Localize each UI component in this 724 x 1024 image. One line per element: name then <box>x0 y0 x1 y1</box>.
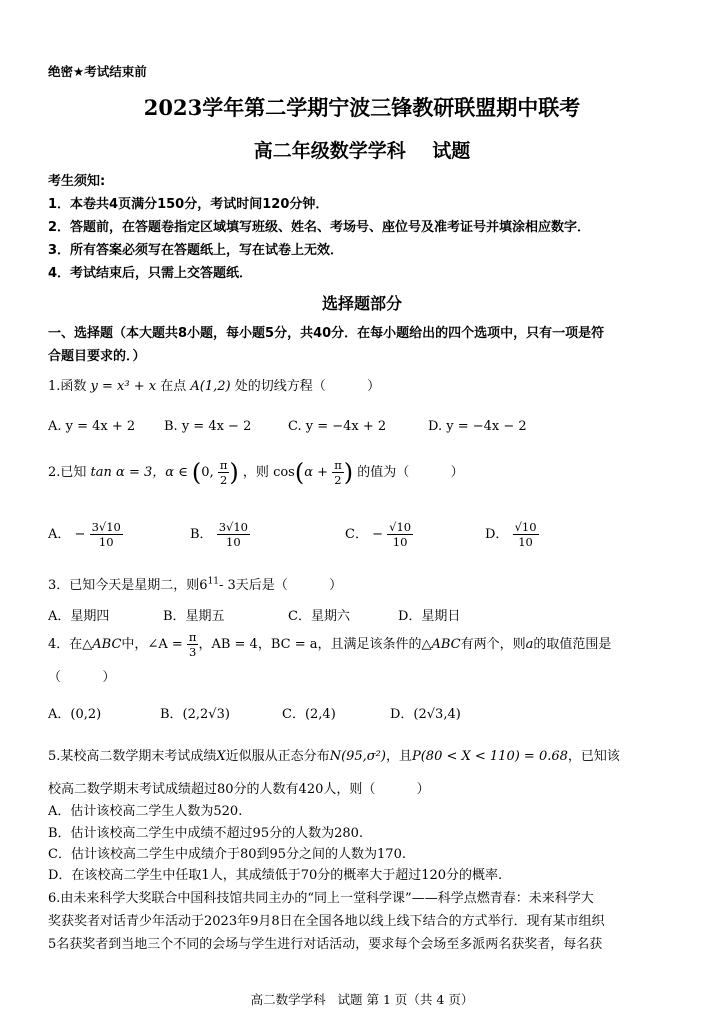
question-3-option-a: A．星期四 <box>48 609 110 624</box>
question-1-option-c: C. y = −4x + 2 <box>288 419 387 434</box>
page-footer: 高二数学学科 试题 第 1 页（共 4 页） <box>250 992 474 1007</box>
section-intro-line1: 一、选择题（本大题共8小题，每小题5分，共40分．在每小题给出的四个选项中，只有一项是符 <box>48 326 605 341</box>
question-4-option-b: B．(2,2√3) <box>160 707 230 722</box>
question-2-option-d: D． $\frac{√10}{10}$ <box>485 520 537 549</box>
question-3-option-b: B．星期五 <box>163 609 225 624</box>
question-5-option-c: C．估计该校高二学生中成绩介于80到95分之间的人数为170. <box>48 847 406 862</box>
question-4-stem: 4．在△ABC中，∠A = $\frac{\pi}{3}$ ，AB = 4，BC = a，且满足该条件的△ABC有两个，则a的取值范围是 <box>48 630 612 659</box>
pi-over-three-fraction: $\frac{\pi}{3}$ <box>188 630 197 659</box>
note-item: 4．考试结束后，只需上交答题纸． <box>48 266 253 281</box>
pi-over-two-fraction: $\frac{\pi}{2}$ <box>219 458 228 487</box>
exam-subtitle: 高二年级数学学科 试题 <box>253 140 471 162</box>
question-2-stem: 2.已知 tan α = 3，α ∈ (0, $\frac{\pi}{2}$ ) ，则 cos(α + $\frac{\pi}{2}$ ) 的值为（ ） <box>48 458 464 487</box>
note-item: 1．本卷共4页满分150分，考试时间120分钟． <box>48 197 329 212</box>
question-2-option-c: C． − $\frac{√10}{10}$ <box>345 520 412 549</box>
question-5-stem: 5.某校高二数学期末考试成绩X近似服从正态分布N(95,σ²)，且P(80 < X < 110) = 0.68，已知该 <box>48 749 620 764</box>
question-1-option-d: D. y = −4x − 2 <box>428 419 527 434</box>
question-5-option-b: B．估计该校高二学生中成绩不超过95分的人数为280. <box>48 826 364 841</box>
question-4-option-c: C．(2,4) <box>282 707 336 722</box>
section-title: 选择题部分 <box>321 294 402 313</box>
question-2-option-a: A． − $\frac{3√10}{10}$ <box>48 520 121 549</box>
question-5-option-d: D．在该校高二学生中任取1人，其成绩低于70分的概率大于超过120分的概率. <box>48 868 503 883</box>
exam-title: 2023学年第二学期宁波三锋教研联盟期中联考 <box>143 95 581 120</box>
question-1-option-a: A. y = 4x + 2 <box>48 419 136 434</box>
question-5-option-a: A．估计该校高二学生人数为520. <box>48 804 243 819</box>
question-3-stem: 3．已知今天是星期二，则$6^{11}-$ 3天后是（ ） <box>48 576 343 593</box>
question-6-line1: 6.由未来科学大奖联合中国科技馆共同主办的“同上一堂科学课”——科学点燃青春：未来科学大 <box>48 891 594 906</box>
notes-heading: 考生须知: <box>48 174 106 189</box>
question-4-answer-paren: （ ） <box>48 670 116 685</box>
question-6-line2: 奖获奖者对话青少年活动于2023年9月8日在全国各地以线上线下结合的方式举行．现有某市组织 <box>48 914 605 929</box>
note-item: 3．所有答案必须写在答题纸上，写在试卷上无效． <box>48 243 344 258</box>
section-intro-line2: 合题目要求的．） <box>48 349 146 364</box>
question-5-stem-line2: 校高二数学期末考试成绩超过80分的人数有420人，则（ ） <box>48 782 430 797</box>
question-1-option-b: B. y = 4x − 2 <box>164 419 252 434</box>
question-4-option-d: D．(2√3,4) <box>390 707 461 722</box>
secret-label: 绝密★考试结束前 <box>48 64 147 79</box>
question-3-option-c: C．星期六 <box>288 609 350 624</box>
question-3-option-d: D．星期日 <box>398 609 461 624</box>
note-item: 2．答题前，在答题卷指定区域填写班级、姓名、考场号、座位号及准考证号并填涂相应数字． <box>48 220 591 235</box>
question-2-option-b: B． $\frac{3√10}{10}$ <box>190 520 248 549</box>
question-6-line3: 5名获奖者到当地三个不同的会场与学生进行对话活动，要求每个会场至多派两名获奖者，每名获 <box>48 937 603 952</box>
pi-over-two-fraction: $\frac{\pi}{2}$ <box>334 458 342 487</box>
question-4-option-a: A．(0,2) <box>48 707 102 722</box>
question-1-stem: 1.函数 y = x³ + x 在点 A(1,2) 处的切线方程（ ） <box>48 379 381 394</box>
